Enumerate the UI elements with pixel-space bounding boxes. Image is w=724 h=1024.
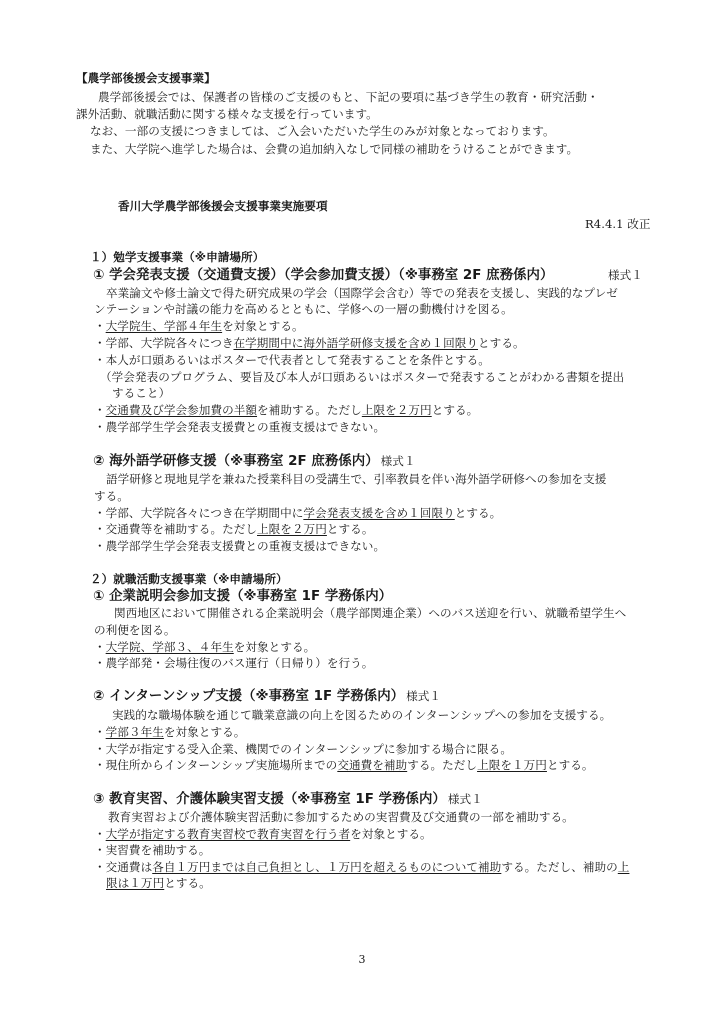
- item-description: 教育実習および介護体験実習活動に参加するための実習費及び交通費の一部を補助する。: [108, 810, 574, 824]
- item-title: ① 学会発表支援（交通費支援）（学会参加費支援）（※事務室 2F 庶務係内）: [93, 268, 554, 283]
- bullet-line: ・交通費及び学会参加費の半額を補助する。ただし上限を２万円とする。: [94, 403, 479, 417]
- bullet-line: ・現住所からインターンシップ実施場所までの交通費を補助する。ただし上限を１万円とする。: [94, 758, 594, 772]
- item-title: ② インターンシップ支援（※事務室 1F 学務係内） 様式１: [93, 689, 442, 704]
- intro-line: 課外活動、就職活動に関する様々な支援を行っています。: [76, 107, 378, 121]
- item-form-label: 様式１: [447, 792, 483, 806]
- item-description: ンテーションや討議の能力を高めるとともに、学修への一層の動機付けを図る。: [94, 302, 513, 316]
- item-description: する。: [94, 489, 129, 503]
- item-description: 関西地区において開催される企業説明会（農学部関連企業）へのバス送迎を行い、就職希望学生へ: [114, 606, 627, 620]
- intro-heading: 【農学部後援会支援事業】: [76, 71, 216, 85]
- page-number: 3: [358, 953, 366, 966]
- item-form-label: 様式１: [406, 689, 442, 703]
- item-form-label: 様式１: [608, 268, 643, 282]
- item-description: 語学研修と現地見学を兼ねた授業科目の受講生で、引率教員を伴い海外語学研修への参加を支援: [106, 472, 607, 486]
- bullet-line: ・大学が指定する教育実習校で教育実習を行う者を対象とする。: [94, 827, 432, 841]
- bullet-line: ・農学部学生学会発表支援費との重複支援はできない。: [94, 539, 386, 553]
- item-title: ① 企業説明会参加支援（※事務室 1F 学務係内）: [93, 589, 393, 604]
- bullet-line: ・大学院、学部３、４年生を対象とする。: [94, 640, 316, 654]
- intro-line: なお、一部の支援につきましては、ご入会いただいた学生のみが対象となっております。: [90, 124, 555, 138]
- item-form-label: 様式１: [380, 454, 416, 468]
- bullet-line: ・学部３年生を対象とする。: [94, 725, 246, 739]
- bullet-line: ・大学院生、学部４年生を対象とする。: [94, 319, 304, 333]
- bullet-note: すること）: [112, 386, 171, 400]
- intro-line: 農学部後援会では、保護者の皆様のご支援のもと、下記の要項に基づき学生の教育・研究活動・: [98, 90, 599, 104]
- item-description: の利便を図る。: [94, 623, 176, 637]
- intro-line: また、大学院へ進学した場合は、会費の追加納入なしで同様の補助をうけることができます。: [90, 142, 579, 156]
- bullet-line: ・農学部発・会場往復のバス運行（日帰り）を行う。: [94, 656, 374, 670]
- bullet-line: ・本人が口頭あるいはポスターで代表者として発表することを条件とする。: [94, 353, 490, 367]
- bullet-line: ・交通費等を補助する。ただし上限を２万円とする。: [94, 522, 374, 536]
- bullet-line: ・実習費を補助する。: [94, 843, 211, 857]
- item-description: 実践的な職場体験を通じて職業意識の向上を図るためのインターンシップへの参加を支援する。: [112, 708, 612, 722]
- bullet-line: ・学部、大学院各々につき在学期間中に海外語学研修支援を含め１回限りとする。: [94, 336, 525, 350]
- section-heading: ２）就職活動支援事業（※申請場所）: [90, 572, 288, 586]
- bullet-line: 限は１万円とする。: [106, 876, 211, 890]
- bullet-note: （学会発表のプログラム、要旨及び本人が口頭あるいはポスターで発表することがわかる書類を提出: [100, 370, 625, 384]
- section-heading: １）勉学支援事業（※申請場所）: [90, 250, 265, 264]
- item-title: ③ 教育実習、介護体験実習支援（※事務室 1F 学務係内） 様式１: [93, 792, 483, 807]
- bullet-line: ・農学部学生学会発表支援費との重複支援はできない。: [94, 420, 386, 434]
- revision-note: R4.4.1 改正: [585, 217, 651, 231]
- item-description: 卒業論文や修士論文で得た研究成果の学会（国際学会含む）等での発表を支援し、実践的なプレゼ: [106, 286, 618, 300]
- bullet-line: ・交通費は各自１万円までは自己負担とし、１万円を超えるものについて補助する。ただし、補助の上: [94, 860, 630, 874]
- bullet-line: ・学部、大学院各々につき在学期間中に学会発表支援を含め１回限りとする。: [94, 506, 502, 520]
- item-title: ② 海外語学研修支援（※事務室 2F 庶務係内） 様式１: [93, 454, 416, 469]
- document-title: 香川大学農学部後援会支援事業実施要項: [118, 199, 328, 213]
- bullet-line: ・大学が指定する受入企業、機関でのインターンシップに参加する場合に限る。: [94, 742, 512, 756]
